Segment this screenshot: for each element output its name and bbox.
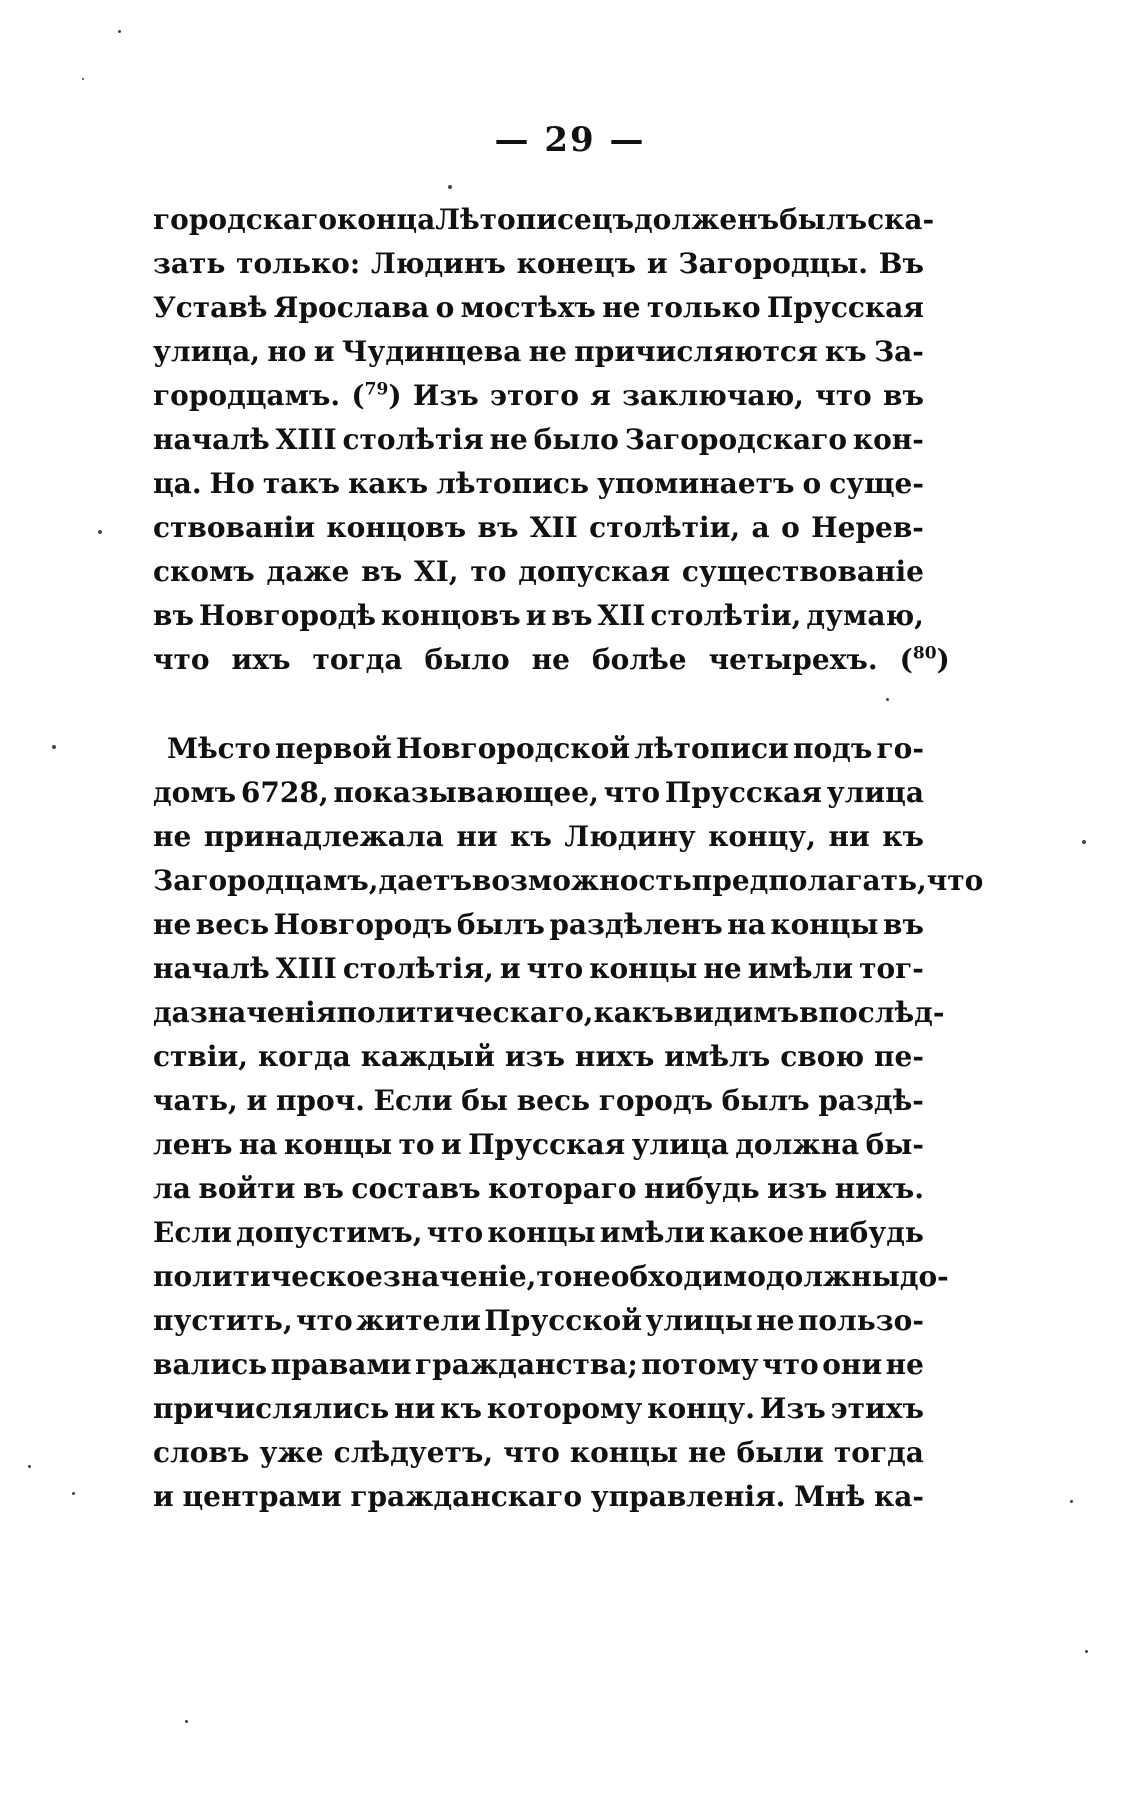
word: ($^{80}$) — [899, 643, 950, 676]
scan-speck — [1082, 840, 1086, 844]
word: ни — [828, 820, 870, 853]
word: о — [781, 511, 800, 544]
text-line — [153, 638, 950, 682]
word: имѣли — [747, 952, 854, 985]
word: вались — [153, 1348, 268, 1381]
text-line — [153, 1123, 924, 1167]
word: столѣтія, — [342, 952, 494, 985]
word: даетъ — [378, 864, 472, 897]
text-line — [153, 374, 924, 418]
text-line — [153, 1431, 924, 1475]
word: не — [489, 423, 528, 456]
word: жители — [356, 1304, 481, 1337]
text-line — [153, 1079, 924, 1123]
word: кон- — [852, 423, 924, 456]
word: болѣе — [591, 643, 687, 676]
word: Лѣтописецъ — [435, 203, 634, 236]
word: Прусская — [664, 776, 822, 809]
word: столѣтія — [342, 423, 484, 456]
word: подъ — [792, 732, 873, 765]
word: только: — [236, 247, 361, 280]
word: имѣлъ — [664, 1040, 771, 1073]
word: ленъ — [153, 1128, 233, 1161]
word: какое — [709, 1216, 805, 1249]
word: что — [153, 643, 210, 676]
word: значенія — [189, 996, 337, 1029]
word: и — [313, 335, 335, 368]
word: ихъ — [231, 643, 291, 676]
text-line — [153, 771, 924, 815]
word: допустимъ, — [236, 1216, 423, 1249]
word: и — [646, 247, 668, 280]
word: необходимо — [572, 1260, 766, 1293]
word: концу, — [708, 820, 816, 853]
word: упоминаетъ — [597, 467, 795, 500]
word: Изъ — [759, 1392, 826, 1425]
word: гражданскаго — [350, 1480, 583, 1513]
word: то — [536, 1260, 573, 1293]
word: XIII — [275, 423, 337, 456]
text-line — [153, 594, 924, 638]
word: думаю, — [806, 599, 924, 632]
word: составъ — [351, 1172, 481, 1205]
word: столѣтіи, — [589, 511, 741, 544]
word: весь — [516, 1084, 591, 1117]
word: весь — [195, 908, 270, 941]
scan-speck — [28, 1465, 31, 1468]
word: что — [926, 864, 984, 897]
scan-speck — [1070, 1500, 1073, 1503]
word: не — [531, 643, 570, 676]
word: потому — [641, 1348, 759, 1381]
word: ка- — [873, 1480, 924, 1513]
word: значеніе, — [382, 1260, 537, 1293]
text-line — [153, 1475, 924, 1519]
word: должна — [735, 1128, 860, 1161]
word: причисляются — [574, 335, 818, 368]
word: концовъ — [326, 511, 467, 544]
word: политическаго, — [336, 996, 594, 1029]
word: былъ — [779, 203, 868, 236]
text-line — [153, 418, 924, 462]
word: правами — [270, 1348, 412, 1381]
word: и — [525, 599, 547, 632]
paragraph-1 — [153, 198, 950, 682]
scan-speck — [72, 1492, 75, 1495]
word: въ — [883, 379, 924, 412]
word: центрами — [182, 1480, 342, 1513]
word: политическое — [153, 1260, 383, 1293]
word: не — [885, 1348, 924, 1381]
word: пустить, — [153, 1304, 293, 1337]
word: концы — [770, 908, 879, 941]
word: улица — [631, 1128, 729, 1161]
word: городцамъ. — [153, 379, 341, 412]
word: въ — [882, 908, 924, 941]
word: Если — [153, 1216, 232, 1249]
word: Но — [209, 467, 255, 500]
word: показывающее, — [333, 776, 599, 809]
word: на — [727, 908, 766, 941]
word: что — [503, 1436, 560, 1469]
word: принадлежала — [203, 820, 444, 853]
word: городъ — [598, 1084, 713, 1117]
word: и — [246, 1084, 268, 1117]
word: улица — [826, 776, 924, 809]
word: Загородцамъ, — [153, 864, 379, 897]
word: было — [424, 643, 510, 676]
word: конецъ — [516, 247, 637, 280]
word: пе- — [874, 1040, 924, 1073]
word: Чудинцева — [341, 335, 522, 368]
word: что — [762, 1348, 819, 1381]
page-number: — 29 — — [494, 120, 646, 160]
scan-speck — [1085, 1650, 1088, 1653]
word: къ — [440, 1392, 482, 1425]
word: проч. — [275, 1084, 365, 1117]
text-line — [153, 1255, 949, 1299]
word: въ — [477, 511, 519, 544]
word: Новгородской — [395, 732, 631, 765]
word: нихъ — [574, 1040, 655, 1073]
word: этихъ — [830, 1392, 924, 1425]
word: ни — [394, 1392, 436, 1425]
scan-speck — [82, 78, 84, 80]
word: Прусской — [484, 1304, 643, 1337]
word: то — [398, 1128, 435, 1161]
word: Нерев- — [811, 511, 924, 544]
word: ($^{79}$) — [351, 379, 402, 412]
word: скомъ — [153, 555, 255, 588]
word: а — [751, 511, 770, 544]
word: этого — [489, 379, 579, 412]
word: уже — [259, 1436, 324, 1469]
word: такъ — [262, 467, 341, 500]
word: не — [756, 1304, 795, 1337]
word: 6728, — [240, 776, 329, 809]
word: былъ — [456, 908, 545, 941]
word: Прусская — [468, 1128, 626, 1161]
word: бы — [461, 1084, 508, 1117]
scan-speck — [98, 530, 102, 534]
word: За- — [873, 335, 924, 368]
word: ствіи, — [153, 1040, 249, 1073]
text-line — [153, 1167, 924, 1211]
word: XIII — [275, 952, 337, 985]
word: въ — [361, 555, 403, 588]
word: XII — [529, 511, 578, 544]
word: до- — [899, 1260, 949, 1293]
word: въ — [551, 599, 593, 632]
word: раздѣ- — [818, 1084, 924, 1117]
word: изъ — [504, 1040, 565, 1073]
word: что — [815, 379, 872, 412]
word: бы- — [865, 1128, 924, 1161]
word: первой — [274, 732, 392, 765]
word: въ — [153, 599, 194, 632]
text-line — [153, 506, 924, 550]
word: о — [435, 291, 455, 324]
word: былъ — [721, 1084, 810, 1117]
word: конца — [337, 203, 436, 236]
word: что — [603, 776, 661, 809]
text-line — [153, 815, 924, 859]
word: и — [153, 1480, 174, 1513]
word: долженъ — [633, 203, 780, 236]
word: ни — [456, 820, 498, 853]
text-line — [153, 550, 924, 594]
word: Мѣсто — [167, 732, 271, 765]
word: каждый — [360, 1040, 495, 1073]
scan-speck — [886, 698, 889, 701]
word: Загородцы. — [678, 247, 868, 280]
paragraph-2 — [153, 727, 984, 1519]
word: словъ — [153, 1436, 250, 1469]
word: Мнѣ — [794, 1480, 866, 1513]
word: суще- — [829, 467, 924, 500]
text-line — [153, 198, 935, 242]
text-line — [153, 1211, 924, 1255]
word: должны — [765, 1260, 900, 1293]
word: на — [238, 1128, 278, 1161]
word: лѣтописи — [634, 732, 789, 765]
word: существованіе — [681, 555, 924, 588]
word: тогда — [833, 1436, 924, 1469]
word: управленія. — [590, 1480, 786, 1513]
word: концы — [589, 952, 698, 985]
word: заключаю, — [622, 379, 804, 412]
word: ска- — [867, 203, 935, 236]
word: городскаго — [153, 203, 337, 236]
word: ствованіи — [153, 511, 316, 544]
word: то — [470, 555, 507, 588]
word: впослѣд- — [799, 996, 945, 1029]
word: тог- — [859, 952, 924, 985]
word: тогда — [312, 643, 403, 676]
word: домъ — [153, 776, 237, 809]
word: что — [296, 1304, 353, 1337]
word: мостѣхъ — [460, 291, 596, 324]
word: о — [802, 467, 822, 500]
word: концы — [569, 1436, 679, 1469]
word: да — [153, 996, 190, 1029]
word: которому — [486, 1392, 643, 1425]
word: не — [688, 1436, 727, 1469]
word: концы — [283, 1128, 393, 1161]
word: началѣ — [153, 423, 270, 456]
scan-speck — [448, 185, 452, 189]
word: XII — [597, 599, 646, 632]
word: зать — [153, 247, 226, 280]
word: возможность — [471, 864, 692, 897]
text-line — [153, 727, 924, 771]
word: котораго — [488, 1172, 637, 1205]
text-line — [153, 1299, 924, 1343]
word: только — [646, 291, 761, 324]
word: XI, — [413, 555, 459, 588]
word: улицы — [645, 1304, 753, 1337]
word: Ярослава — [273, 291, 430, 324]
word: Въ — [878, 247, 924, 280]
word: я — [590, 379, 611, 412]
word: слѣдуетъ, — [333, 1436, 494, 1469]
word: какъ — [348, 467, 429, 500]
word: было — [533, 423, 619, 456]
word: ца. — [153, 467, 202, 500]
text-line — [153, 1035, 924, 1079]
text-line — [153, 1343, 924, 1387]
text-line — [153, 1387, 924, 1431]
word: Уставѣ — [153, 291, 268, 324]
word: нибудь — [644, 1172, 760, 1205]
word: чать, — [153, 1084, 238, 1117]
word: когда — [257, 1040, 351, 1073]
word: концы — [487, 1216, 596, 1249]
word: не — [602, 291, 641, 324]
word: раздѣленъ — [549, 908, 723, 941]
word: концу. — [647, 1392, 755, 1425]
word: улица, — [153, 335, 261, 368]
word: и — [440, 1128, 462, 1161]
text-line — [153, 947, 924, 991]
word: Прусская — [766, 291, 924, 324]
text-line — [153, 286, 924, 330]
word: нибудь — [808, 1216, 924, 1249]
word: Людину — [564, 820, 696, 853]
word: къ — [882, 820, 924, 853]
word: не — [153, 908, 192, 941]
scan-speck — [185, 1720, 188, 1723]
word: къ — [510, 820, 552, 853]
text-line — [153, 991, 945, 1035]
word: Изъ — [412, 379, 479, 412]
word: концовъ — [381, 599, 521, 632]
word: что — [526, 952, 584, 985]
word: даже — [266, 555, 350, 588]
word: не — [153, 820, 192, 853]
word: Новгородѣ — [198, 599, 376, 632]
word: причислялись — [153, 1392, 390, 1425]
word: не — [528, 335, 567, 368]
word: не — [703, 952, 742, 985]
word: что — [426, 1216, 484, 1249]
word: началѣ — [153, 952, 270, 985]
word: лѣтопись — [436, 467, 589, 500]
word: Загородскаго — [624, 423, 848, 456]
word: столѣтіи, — [650, 599, 802, 632]
text-line — [153, 859, 984, 903]
word: Если — [373, 1084, 453, 1117]
text-line — [153, 462, 924, 506]
word: какъ — [593, 996, 674, 1029]
word: видимъ — [673, 996, 800, 1029]
word: изъ — [767, 1172, 828, 1205]
scan-speck — [52, 745, 56, 749]
word: имѣли — [599, 1216, 705, 1249]
scan-speck — [118, 30, 121, 33]
word: Новгородъ — [273, 908, 453, 941]
word: войти — [198, 1172, 296, 1205]
word: они — [822, 1348, 883, 1381]
word: но — [267, 335, 307, 368]
word: свою — [780, 1040, 865, 1073]
word: предполагать, — [691, 864, 927, 897]
word: въ — [302, 1172, 344, 1205]
word: были — [736, 1436, 824, 1469]
word: го- — [876, 732, 924, 765]
word: ла — [153, 1172, 191, 1205]
word: и — [499, 952, 521, 985]
word: пользо- — [797, 1304, 924, 1337]
word: допуская — [518, 555, 671, 588]
word: къ — [824, 335, 867, 368]
word: гражданства; — [415, 1348, 638, 1381]
word: нихъ. — [834, 1172, 924, 1205]
text-line — [153, 903, 924, 947]
text-line — [153, 242, 924, 286]
word: Людинъ — [370, 247, 506, 280]
word: четырехъ. — [708, 643, 878, 676]
text-line — [153, 330, 924, 374]
